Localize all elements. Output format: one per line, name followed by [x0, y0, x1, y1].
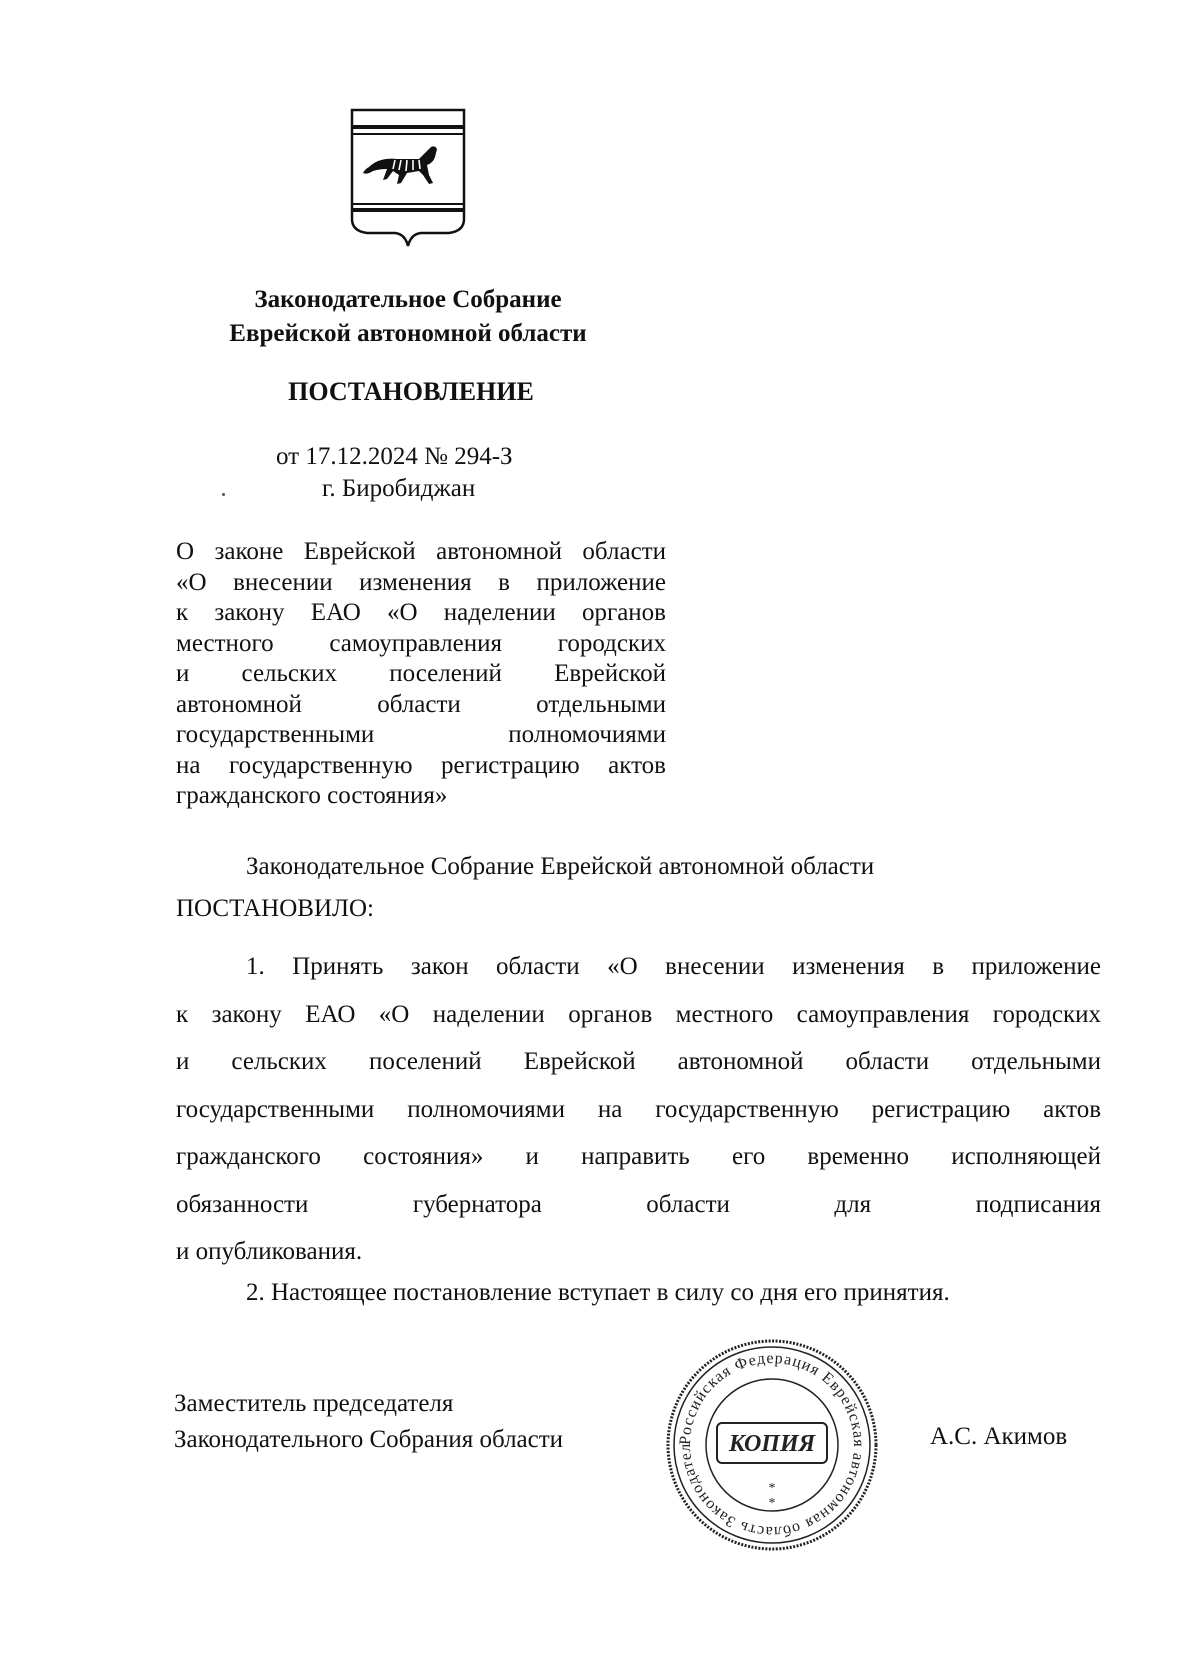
seal-ring-text: Российская Федерация Еврейская автономная область Законодател	[676, 1349, 868, 1541]
signer-position	[174, 1386, 563, 1458]
document-type: ПОСТАНОВЛЕНИЕ	[288, 377, 534, 406]
subject-line: на государственную регистрацию актов	[176, 751, 666, 779]
subject-line: О законе Еврейской автономной области	[176, 538, 666, 565]
signer-position-line-2: Законодательного Собрания области	[174, 1426, 564, 1453]
subject-block	[176, 537, 666, 812]
seal-center-text: КОПИЯ	[728, 1431, 816, 1457]
paragraph-1	[176, 943, 1101, 1276]
subject-line: «О внесении изменения в приложение	[176, 568, 666, 596]
seal-star-icon: *	[768, 1481, 776, 1496]
paragraph-line: к закону ЕАО «О наделении органов местного самоуправления городских	[176, 1000, 1101, 1028]
scan-speck	[222, 493, 225, 496]
paragraph-line: обязанности губернатора области для подписания	[176, 1190, 1101, 1218]
paragraph-line: и опубликования.	[176, 1238, 363, 1265]
paragraph-line: 1. Принять закон области «О внесении изменения в приложение	[246, 953, 1101, 980]
decided-heading: ПОСТАНОВИЛО:	[176, 895, 374, 922]
paragraph-line: государственными полномочиями на государственную регистрацию актов	[176, 1095, 1101, 1123]
city: г. Биробиджан	[322, 475, 476, 502]
org-line-1: Законодательное Собрание	[254, 286, 562, 313]
subject-line: гражданского состояния»	[176, 782, 448, 809]
paragraph-2: 2. Настоящее постановление вступает в силу со дня его принятия.	[246, 1279, 950, 1306]
organization-name	[200, 283, 616, 351]
tiger-coat-of-arms-icon	[349, 107, 467, 249]
subject-line: и сельских поселений Еврейской	[176, 660, 666, 687]
seal-star-icon: *	[768, 1496, 776, 1511]
paragraph-line: гражданского состояния» и направить его временно исполняющей	[176, 1143, 1101, 1170]
subject-line: автономной области отдельными	[176, 690, 666, 718]
subject-line: местного самоуправления городских	[176, 629, 666, 657]
date-number: от 17.12.2024 № 294-З	[276, 443, 513, 470]
official-seal-stamp	[662, 1335, 882, 1555]
subject-line: к закону ЕАО «О наделении органов	[176, 599, 666, 626]
preamble: Законодательное Собрание Еврейской автономной области	[246, 853, 875, 880]
subject-line: государственными полномочиями	[176, 721, 666, 748]
org-line-2: Еврейской автономной области	[229, 320, 587, 347]
signer-name: А.С. Акимов	[930, 1423, 1068, 1450]
paragraph-line: и сельских поселений Еврейской автономной области отдельными	[176, 1048, 1101, 1075]
signer-position-line-1: Заместитель председателя	[174, 1390, 454, 1417]
